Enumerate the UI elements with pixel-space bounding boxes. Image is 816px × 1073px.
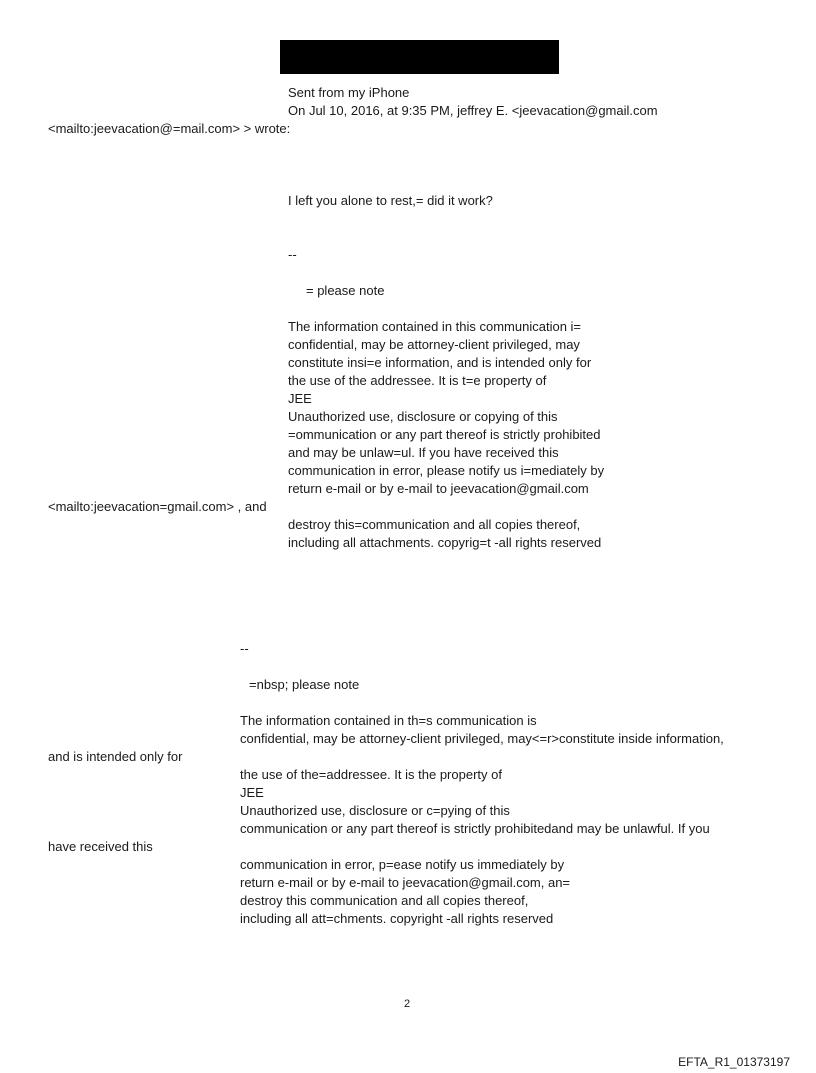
on-date-line: On Jul 10, 2016, at 9:35 PM, jeffrey E. <jeevacation@gmail.com (288, 103, 658, 118)
disclaimer-line: including all attachments. copyrig=t -all rights reserved (288, 535, 602, 550)
message-text: I left you alone to rest,= did it work? (288, 193, 493, 208)
separator: -- (240, 641, 249, 656)
please-note: =nbsp; please note (249, 677, 360, 692)
disclaimer-line: including all att=chments. copyright -all rights reserved (240, 911, 554, 926)
disclaimer-line: JEE (240, 785, 264, 800)
disclaimer-line: and is intended only for (48, 749, 183, 764)
disclaimer-line: and may be unlaw=ul. If you have received this (288, 445, 559, 460)
disclaimer-line: Unauthorized use, disclosure or c=pying of this (240, 803, 510, 818)
disclaimer-line: communication in error, p=ease notify us immediately by (240, 857, 565, 872)
disclaimer-line: the use of the=addressee. It is the property of (240, 767, 502, 782)
disclaimer-line: destroy this=communication and all copies thereof, (288, 517, 581, 532)
please-note: = please note (306, 283, 385, 298)
disclaimer-line: the use of the addressee. It is t=e property of (288, 373, 547, 388)
page-number: 2 (404, 998, 411, 1010)
sent-from-line: Sent from my iPhone (288, 85, 410, 100)
disclaimer-line: return e-mail or by e-mail to jeevacation@gmail.com (288, 481, 589, 496)
disclaimer-line: Unauthorized use, disclosure or copying of this (288, 409, 558, 424)
disclaimer-line: =ommunication or any part thereof is strictly prohibited (288, 427, 601, 442)
disclaimer-line: confidential, may be attorney-client privileged, may<=r>constitute inside information, (240, 731, 724, 746)
disclaimer-line: confidential, may be attorney-client privileged, may (288, 337, 580, 352)
redaction-bar (280, 40, 559, 74)
separator: -- (288, 247, 297, 262)
document-id: EFTA_R1_01373197 (678, 1055, 790, 1069)
disclaimer-line: return e-mail or by e-mail to jeevacation@gmail.com, an= (240, 875, 571, 890)
disclaimer-line: JEE (288, 391, 312, 406)
disclaimer-line: The information contained in this communication i= (288, 319, 582, 334)
disclaimer-line: The information contained in th=s communication is (240, 713, 537, 728)
disclaimer-line: constitute insi=e information, and is intended only for (288, 355, 592, 370)
disclaimer-line: destroy this communication and all copies thereof, (240, 893, 529, 908)
disclaimer-line: communication or any part thereof is strictly prohibitedand may be unlawful. If you (240, 821, 710, 836)
mailto-wrote-line: <mailto:jeevacation@=mail.com> > wrote: (48, 121, 291, 136)
disclaimer-line: <mailto:jeevacation=gmail.com> , and (48, 499, 267, 514)
disclaimer-line: communication in error, please notify us i=mediately by (288, 463, 605, 478)
disclaimer-line: have received this (48, 839, 153, 854)
